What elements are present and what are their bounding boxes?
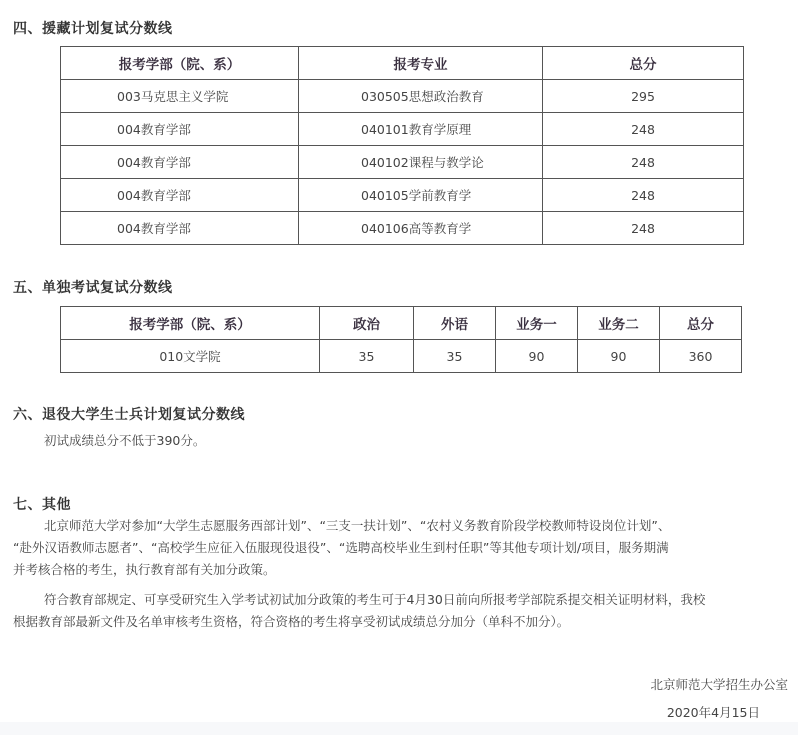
table-row [61,146,744,179]
table-row [61,179,744,212]
header-subject-2: 业务二 [578,307,660,340]
cell-total: 248 [543,113,744,146]
independent-exam-score-table [60,306,742,373]
cell-major: 040101教育学原理 [299,113,543,146]
header-politics: 政治 [320,307,414,340]
cell-total: 248 [543,146,744,179]
cell-total: 248 [543,179,744,212]
cell-department: 004教育学部 [61,113,299,146]
table-row [61,340,742,373]
paragraph-line: 根据教育部最新文件及名单审核考生资格，符合资格的考生将享受初试成绩总分加分（单科不加分）。 [13,614,570,629]
header-department: 报考学部（院、系） [61,307,320,340]
section-7-paragraph-1 [13,515,795,581]
header-foreign-language: 外语 [414,307,496,340]
header-subject-1: 业务一 [496,307,578,340]
header-department: 报考学部（院、系） [61,47,299,80]
cell-total: 360 [660,340,742,373]
cell-department: 004教育学部 [61,146,299,179]
cell-department: 004教育学部 [61,179,299,212]
table-row [61,113,744,146]
cell-total: 248 [543,212,744,245]
section-5-title: 五、单独考试复试分数线 [13,280,173,296]
section-7-title: 七、其他 [13,497,71,513]
table-row [61,80,744,113]
table-header-row [61,307,742,340]
section-6-title: 六、退役大学生士兵计划复试分数线 [13,407,245,423]
header-major: 报考专业 [299,47,543,80]
table-header-row [61,47,744,80]
aid-tibet-score-table [60,46,744,245]
cell-major: 040105学前教育学 [299,179,543,212]
cell-subject-1: 90 [496,340,578,373]
cell-foreign-language: 35 [414,340,496,373]
cell-politics: 35 [320,340,414,373]
paragraph-line: 北京师范大学对参加“大学生志愿服务西部计划”、“三支一扶计划”、“农村义务教育阶段学校教师特设岗位计划”、 [44,518,671,533]
cell-department: 004教育学部 [61,212,299,245]
cell-major: 040106高等教育学 [299,212,543,245]
header-total: 总分 [660,307,742,340]
section-7-paragraph-2 [13,589,795,633]
paragraph-line: “赴外汉语教师志愿者”、“高校学生应征入伍服现役退役”、“选聘高校毕业生到村任职”等其他专项计划/项目，服务期满 [13,540,669,555]
cell-major: 040102课程与教学论 [299,146,543,179]
cell-department: 010文学院 [61,340,320,373]
section-6-text: 初试成绩总分不低于390分。 [44,433,206,448]
signature-office: 北京师范大学招生办公室 [650,677,788,692]
paragraph-line: 符合教育部规定、可享受研究生入学考试初试加分政策的考生可于4月30日前向所报考学部院系提交相关证明材料，我校 [44,592,706,607]
cell-major: 030505思想政治教育 [299,80,543,113]
header-total: 总分 [543,47,744,80]
section-4-title: 四、援藏计划复试分数线 [13,21,173,37]
paragraph-line: 并考核合格的考生，执行教育部有关加分政策。 [13,562,276,577]
cell-total: 295 [543,80,744,113]
cell-department: 003马克思主义学院 [61,80,299,113]
table-row [61,212,744,245]
cell-subject-2: 90 [578,340,660,373]
signature-date: 2020年4月15日 [666,705,760,720]
